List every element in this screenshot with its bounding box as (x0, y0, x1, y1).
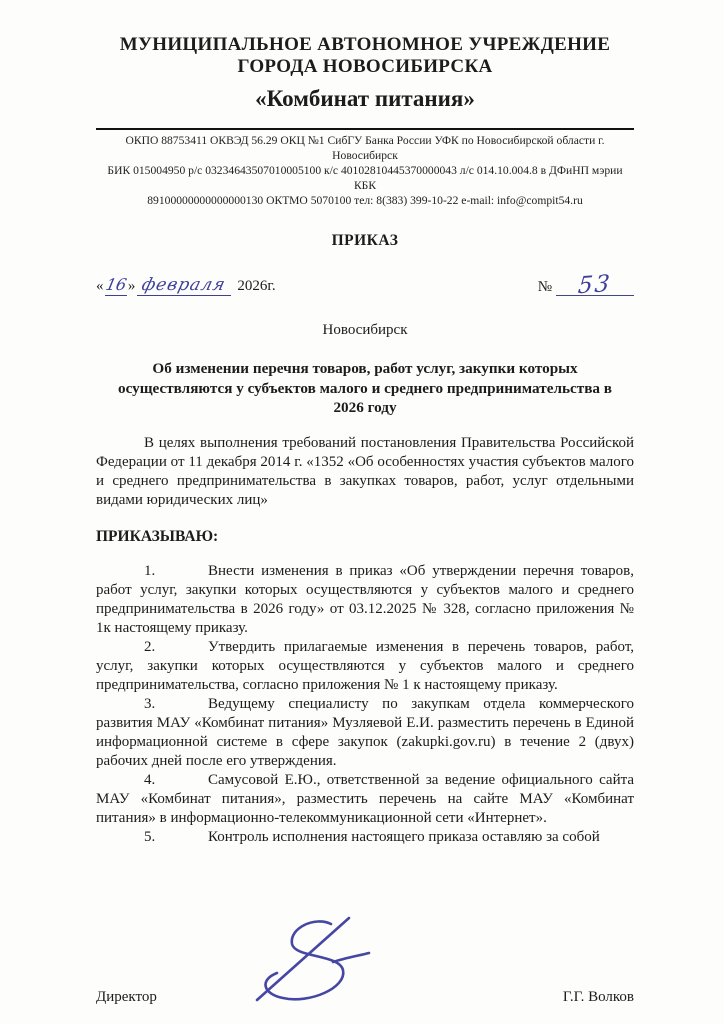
item-5-text: Контроль исполнения настоящего приказа оставляю за собой (208, 829, 600, 846)
organization-name-line2: ГОРОДА НОВОСИБИРСКА (237, 56, 493, 78)
date-open-quote: « (96, 278, 104, 295)
document-date (96, 275, 276, 296)
item-3-text: Ведущему специалисту по закупкам отдела коммерческого развития МАУ «Комбинат питания» Музляевой Е.И. разместить перечень в Единой информационной системе в сфере закупок (zakupki.gov.ru) в течение 2 (двух) рабочих дней после его утверждения. (96, 696, 634, 770)
order-item-3 (96, 695, 634, 771)
requisites-line2: БИК 015004950 р/с 03234643507010005100 к/с 40102810445370000043 л/с 014.10.004.8 в ДФиНП мэрии КБК (107, 164, 623, 193)
date-month-underline (137, 275, 231, 296)
order-item-2 (96, 638, 634, 695)
organization-name-line1: МУНИЦИПАЛЬНОЕ АВТОНОМНОЕ УЧРЕЖДЕНИЕ (119, 34, 611, 55)
order-items-list (96, 562, 634, 848)
item-3-number: 3. (144, 696, 156, 713)
item-2-text: Утвердить прилагаемые изменения в перечень товаров, работ, услуг, закупки которых осуществляются у субъектов малого и среднего предпринимательства, согласно приложения № 1 к настоящему приказу. (96, 638, 634, 694)
signature-block (96, 910, 634, 1006)
document-city: Новосибирск (322, 322, 408, 339)
requisites-block (96, 133, 634, 208)
order-item-1 (96, 562, 634, 638)
item-4-text: Самусовой Е.Ю., ответственной за ведение официального сайта МАУ «Комбинат питания», разместить перечень на сайте МАУ «Комбинат питания» в информационно-телекоммуникационной сети «Интернет». (96, 772, 634, 827)
preamble-paragraph: В целях выполнения требований постановления Правительства Российской Федерации от 11 декабря 2014 г. «1352 «Об особенностях участия субъектов малого и среднего предпринимательства в закупках товаров, работ, услуг отдельными видами юридических лиц» (96, 434, 634, 508)
document-subject: Об изменении перечня товаров, работ услуг, закупки которых осуществляются у субъектов малого и среднего предпринимательства в 2026 году (118, 360, 612, 417)
item-5-number: 5. (144, 829, 156, 846)
requisites-line1: ОКПО 88753411 ОКВЭД 56.29 ОКЦ №1 СибГУ Банка России УФК по Новосибирской области г. Новосибирск (125, 133, 605, 162)
document-content (96, 34, 634, 1006)
organization-header (96, 34, 634, 112)
organization-name-line3: «Комбинат питания» (255, 85, 475, 111)
order-item-5 (96, 828, 634, 847)
handwritten-day: 16 (103, 275, 128, 295)
item-2-number: 2. (144, 638, 156, 655)
requisites-line3: 89100000000000000130 ОКТМО 5070100 тел: 8(383) 399-10-22 e-mail: info@compit54.ru (147, 194, 583, 208)
item-4-number: 4. (144, 772, 156, 789)
handwritten-number: 53 (577, 270, 614, 300)
number-underline (556, 270, 634, 300)
header-divider (96, 128, 634, 130)
document-number (537, 270, 634, 300)
handwritten-signature-icon (245, 910, 375, 1006)
item-1-text: Внести изменения в приказ «Об утверждении перечня товаров, работ услуг, закупки которых осуществляются у субъектов малого и среднего предпринимательства в 2026 году» от 03.12.2025 № 328, согласно приложения № 1к настоящему приказу. (96, 562, 634, 636)
signatory-name: Г.Г. Волков (562, 988, 634, 1005)
date-number-row (96, 270, 634, 300)
order-keyword: ПРИКАЗЫВАЮ: (96, 527, 219, 545)
date-year: 2026г. (237, 278, 276, 295)
date-close-quote: » (127, 278, 136, 295)
date-day-underline (105, 275, 127, 296)
document-type-title: ПРИКАЗ (331, 232, 399, 250)
order-item-4 (96, 771, 634, 828)
signatory-position: Директор (96, 988, 157, 1005)
item-1-number: 1. (144, 562, 156, 579)
handwritten-month: февраля (139, 275, 228, 296)
number-label: № (537, 279, 552, 296)
